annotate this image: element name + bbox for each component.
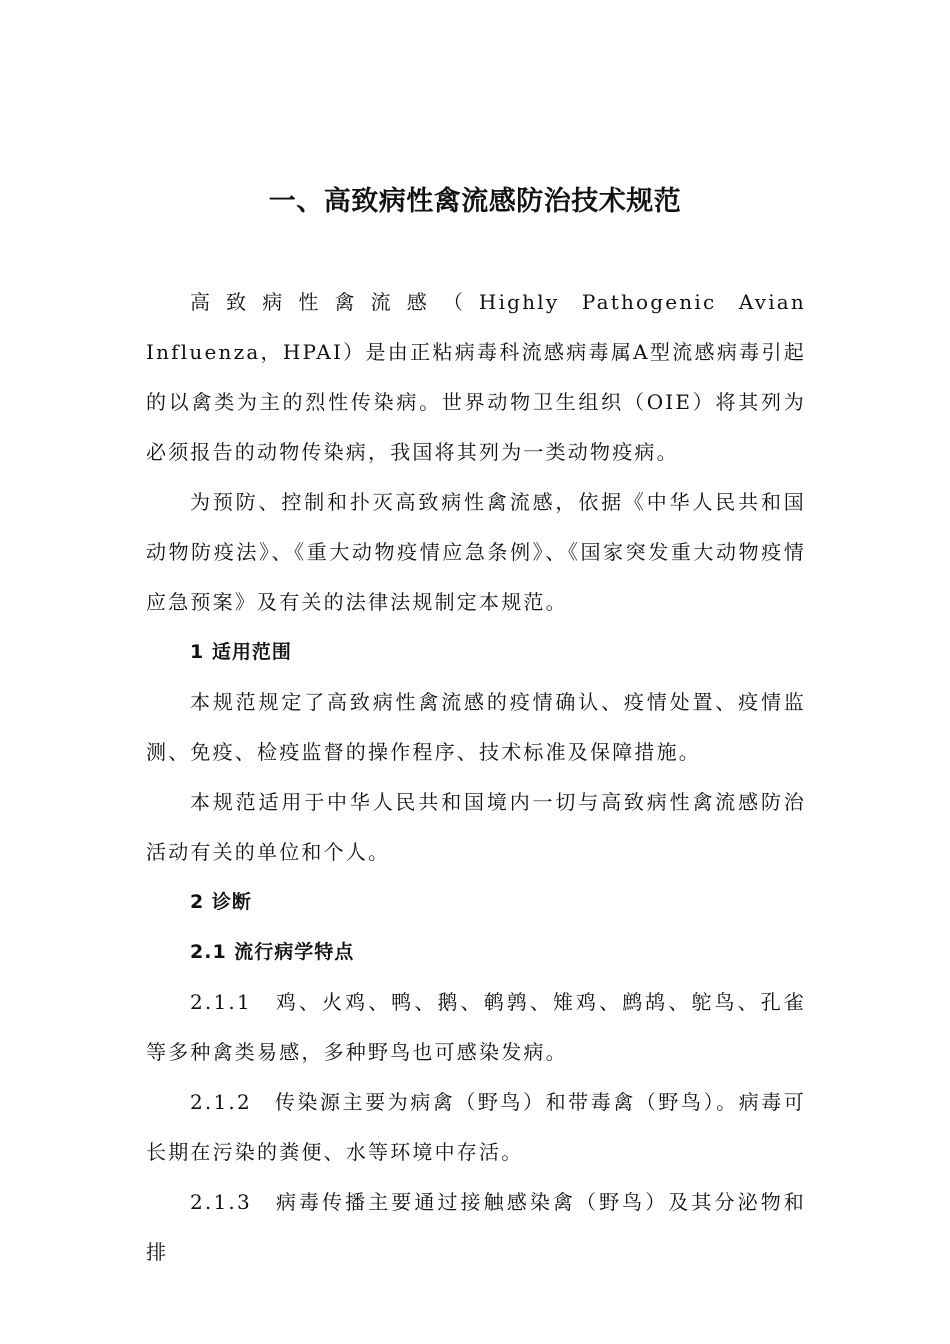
section-heading-scope: 1 适用范围 xyxy=(190,641,292,663)
clause-2-1-1: 2.1.1 鸡、火鸡、鸭、鹅、鹌鹑、雉鸡、鹧鸪、鸵鸟、孔雀等多种禽类易感，多种野鸟也可感染发病。 xyxy=(146,990,806,1064)
clause-2-1-3: 2.1.3 病毒传播主要通过接触感染禽（野鸟）及其分泌物和排 xyxy=(146,1190,806,1264)
paragraph-legal-basis: 为预防、控制和扑灭高致病性禽流感，依据《中华人民共和国动物防疫法》、《重大动物疫情应急条例》、《国家突发重大动物疫情应急预案》及有关的法律法规制定本规范。 xyxy=(146,490,806,614)
section-heading-diagnosis: 2 诊断 xyxy=(190,891,252,913)
document-title: 一、高致病性禽流感防治技术规范 xyxy=(268,186,682,217)
subsection-heading-epidemiology: 2.1 流行病学特点 xyxy=(190,941,355,963)
paragraph-scope-applicability: 本规范适用于中华人民共和国境内一切与高致病性禽流感防治活动有关的单位和个人。 xyxy=(146,790,806,864)
clause-2-1-2: 2.1.2 传染源主要为病禽（野鸟）和带毒禽（野鸟）。病毒可长期在污染的粪便、水等环境中存活。 xyxy=(146,1090,806,1164)
document-body xyxy=(146,277,806,1277)
paragraph-scope-content: 本规范规定了高致病性禽流感的疫情确认、疫情处置、疫情监测、免疫、检疫监督的操作程序、技术标准及保障措施。 xyxy=(146,690,806,764)
paragraph-definition: 高致病性禽流感（Highly Pathogenic Avian Influenza，HPAI）是由正粘病毒科流感病毒属A型流感病毒引起的以禽类为主的烈性传染病。世界动物卫生组织（OIE）将其列为必须报告的动物传染病，我国将其列为一类动物疫病。 xyxy=(146,290,806,464)
